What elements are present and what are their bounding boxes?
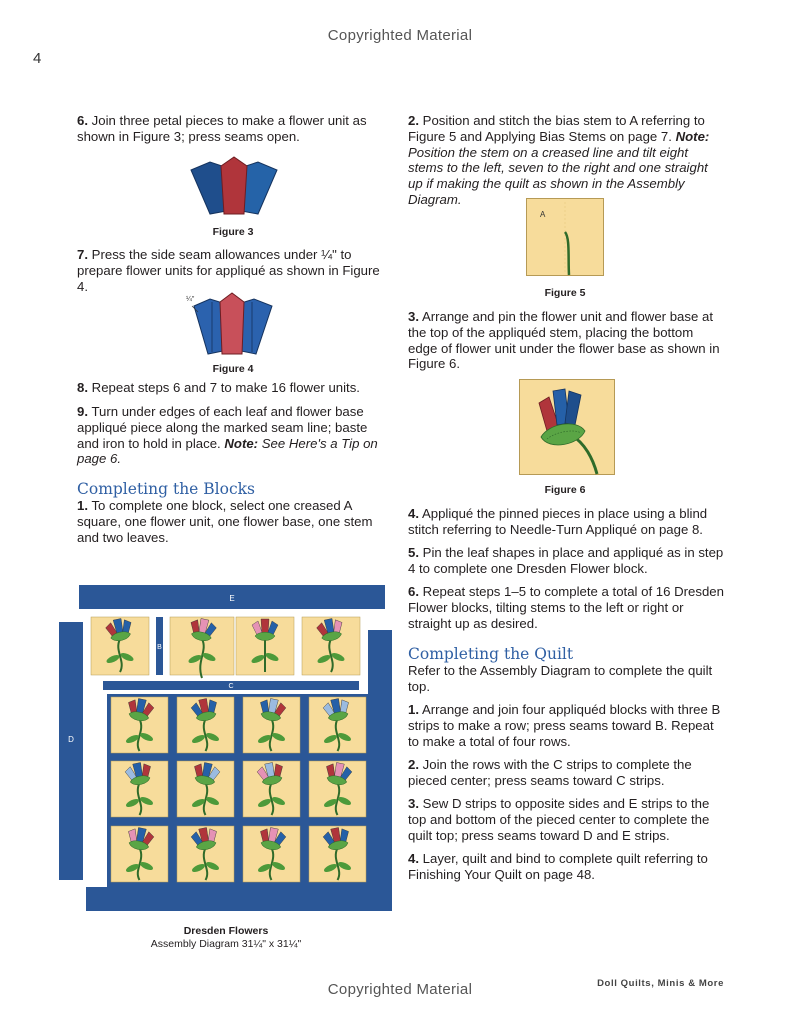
figure-5-stem-illustration bbox=[526, 198, 604, 276]
note-text: Position the stem on a creased line and tilt eight stems to the left, seven to the right and one straight up if making the quilt as shown in the Assembly Diagram. bbox=[408, 144, 708, 207]
d-strip-right bbox=[368, 630, 392, 892]
label-d: D bbox=[68, 735, 74, 744]
step-text: Repeat steps 6 and 7 to make 16 flower units. bbox=[91, 380, 360, 395]
step-number: 2. bbox=[408, 113, 419, 128]
d-strip-left bbox=[59, 622, 83, 880]
right-quilt-step-1 bbox=[408, 702, 726, 749]
note-text: See Here's a Tip on page 6. bbox=[77, 435, 378, 467]
figure-3-caption: Figure 3 bbox=[212, 226, 254, 238]
e-strip-bottom bbox=[86, 887, 392, 911]
figure-6-caption: Figure 6 bbox=[544, 484, 586, 496]
step-text: Turn under edges of each leaf and flower base appliqué piece along the marked seam line; baste and iron to hold in place. bbox=[77, 404, 368, 451]
right-step-6 bbox=[408, 584, 726, 631]
step-number: 2. bbox=[408, 757, 419, 772]
step-number: 1. bbox=[77, 498, 88, 513]
copyright-watermark-top: Copyrighted Material bbox=[327, 27, 473, 44]
step-text: To complete one block, select one creased A square, one flower unit, one flower base, one stem and two leaves. bbox=[77, 498, 373, 545]
right-step-4 bbox=[408, 506, 726, 538]
step-number: 7. bbox=[77, 247, 88, 262]
step-text: Layer, quilt and bind to complete quilt referring to Finishing Your Quilt on page 48. bbox=[408, 851, 708, 882]
right-quilt-step-2 bbox=[408, 757, 726, 789]
intro-text: Refer to the Assembly Diagram to complete the quilt top. bbox=[408, 663, 713, 694]
note-label: Note: bbox=[224, 435, 259, 451]
right-quilt-step-3 bbox=[408, 796, 726, 843]
copyright-watermark-bottom: Copyrighted Material bbox=[327, 981, 473, 998]
left-step-8 bbox=[77, 380, 387, 396]
step-text: Join the rows with the C strips to complete the pieced center; press seams toward C strips. bbox=[408, 757, 692, 788]
figure-4-seam-label: ¼" bbox=[186, 296, 195, 303]
right-quilt-intro bbox=[408, 663, 726, 695]
left-step-9 bbox=[77, 404, 387, 467]
step-text: Appliqué the pinned pieces in place using a blind stitch referring to Needle-Turn Appliqué on page 8. bbox=[408, 506, 708, 537]
step-text: Join three petal pieces to make a flower unit as shown in Figure 3; press seams open. bbox=[77, 113, 367, 144]
figure-6-flower-block-illustration bbox=[519, 379, 615, 475]
step-text: Arrange and join four appliquéd blocks with three B strips to make a row; press seams toward B. Repeat to make a total of four rows. bbox=[408, 702, 721, 749]
step-text: Press the side seam allowances under ¼" to prepare flower units for appliqué as shown in Figure 4. bbox=[77, 247, 380, 294]
figure-4-caption: Figure 4 bbox=[212, 363, 254, 375]
label-b: B bbox=[157, 644, 162, 651]
step-number: 6. bbox=[408, 584, 419, 599]
page-number: 4 bbox=[33, 50, 42, 67]
note-label: Note: bbox=[675, 128, 710, 144]
step-number: 8. bbox=[77, 380, 88, 395]
right-quilt-step-4 bbox=[408, 851, 726, 883]
step-text: Pin the leaf shapes in place and appliqué as in step 4 to complete one Dresden Flower block. bbox=[408, 545, 724, 576]
label-e: E bbox=[229, 594, 235, 603]
left-block-step-1 bbox=[77, 498, 387, 545]
step-number: 5. bbox=[408, 545, 419, 560]
step-text: Repeat steps 1–5 to complete a total of 16 Dresden Flower blocks, tilting stems to the left or right or straight up as desired. bbox=[408, 584, 724, 631]
step-number: 1. bbox=[408, 702, 419, 717]
label-c: C bbox=[228, 683, 234, 690]
section-heading-completing-quilt: Completing the Quilt bbox=[408, 645, 574, 663]
step-text: Arrange and pin the flower unit and flower base at the top of the appliquéd stem, placing the bottom edge of flower unit under the flower base as shown in Figure 6. bbox=[408, 309, 720, 372]
step-number: 6. bbox=[77, 113, 88, 128]
assembly-diagram-subtitle: Assembly Diagram 31¼" x 31¼" bbox=[150, 938, 302, 950]
figure-5-label: A bbox=[540, 210, 546, 219]
right-step-5 bbox=[408, 545, 726, 577]
figure-5-caption: Figure 5 bbox=[544, 287, 586, 299]
step-number: 3. bbox=[408, 309, 419, 324]
book-title-footer: Doll Quilts, Minis & More bbox=[597, 978, 724, 989]
step-number: 4. bbox=[408, 506, 419, 521]
step-number: 9. bbox=[77, 404, 88, 419]
left-step-7 bbox=[77, 247, 387, 294]
step-number: 4. bbox=[408, 851, 419, 866]
step-text: Sew D strips to opposite sides and E strips to the top and bottom of the pieced center to complete the quilt top; press seams toward D and E strips. bbox=[408, 796, 710, 843]
right-step-3 bbox=[408, 309, 726, 372]
step-text: Position and stitch the bias stem to A referring to Figure 5 and Applying Bias Stems on page 7. bbox=[408, 113, 705, 144]
figure-4-pressed-flower-unit-illustration bbox=[184, 292, 280, 358]
step-number: 3. bbox=[408, 796, 419, 811]
right-step-2 bbox=[408, 113, 726, 208]
left-step-6 bbox=[77, 113, 387, 145]
assembly-diagram bbox=[58, 584, 394, 914]
assembly-diagram-title: Dresden Flowers bbox=[183, 925, 269, 937]
figure-3-flower-unit-illustration bbox=[188, 156, 280, 216]
section-heading-completing-blocks: Completing the Blocks bbox=[77, 480, 255, 498]
